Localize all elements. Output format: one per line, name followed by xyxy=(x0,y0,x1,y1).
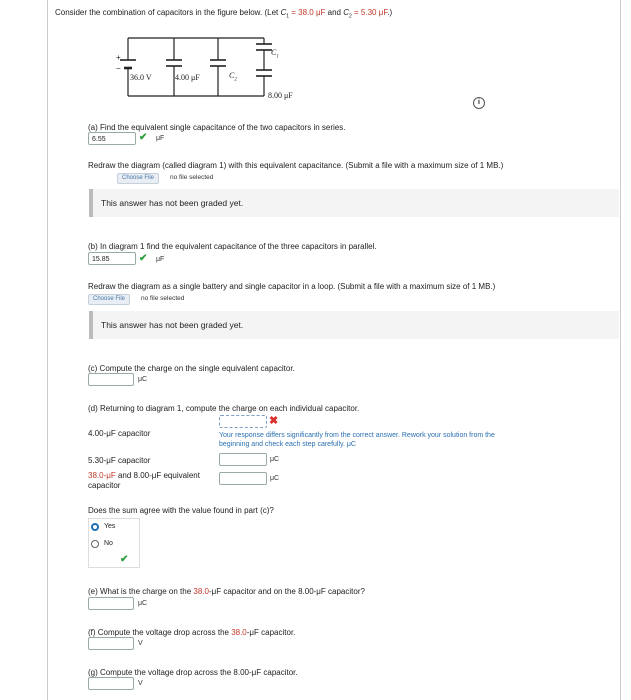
part-b-prompt: (b) In diagram 1 find the equivalent capacitance of the three capacitors in parallel. xyxy=(88,242,377,251)
part-b-file-status: no file selected xyxy=(141,295,185,302)
radio-no-label: No xyxy=(104,540,113,547)
part-f-prompt: (f) Compute the voltage drop across the 38.0-μF capacitor. xyxy=(88,628,296,637)
part-d-row2-label: 5.30-μF capacitor xyxy=(88,456,151,465)
question-text: Consider the combination of capacitors in the figure below. (Let $C_1 = 38.0$ μF and $C_2 = 5.30$ μF.) xyxy=(55,8,393,20)
cap-8uf-label: 8.00 μF xyxy=(268,91,293,100)
part-a-unit: μF xyxy=(156,135,165,142)
part-b-choose-file-button[interactable]: Choose File xyxy=(88,294,130,305)
part-d-row2-answer-field[interactable] xyxy=(219,453,267,466)
part-c-unit: μC xyxy=(138,376,148,383)
part-e-unit: μC xyxy=(138,600,148,607)
part-c-answer-field[interactable] xyxy=(88,373,134,386)
part-a-graded-notice: This answer has not been graded yet. xyxy=(89,189,619,217)
part-g-answer-field[interactable] xyxy=(88,677,134,690)
incorrect-x-icon: ✖ xyxy=(269,415,279,427)
correct-check-icon: ✔ xyxy=(120,554,129,565)
part-a-prompt: (a) Find the equivalent single capacitance of the two capacitors in series. xyxy=(88,123,346,132)
capacitor-icon xyxy=(166,44,272,76)
info-icon[interactable]: i xyxy=(473,97,485,109)
part-g-unit: V xyxy=(138,680,143,687)
radio-yes[interactable] xyxy=(91,523,99,531)
radio-yes-label: Yes xyxy=(104,523,116,530)
part-c-prompt: (c) Compute the charge on the single equivalent capacitor. xyxy=(88,364,295,373)
part-a-choose-file-button[interactable]: Choose File xyxy=(117,173,159,184)
cap-c1-label: $C_1$ xyxy=(271,48,279,60)
part-g-prompt: (g) Compute the voltage drop across the 8.00-μF capacitor. xyxy=(88,668,298,677)
part-d-row1-answer-field[interactable] xyxy=(219,415,267,428)
correct-check-icon: ✔ xyxy=(139,253,148,264)
part-d-row3-answer-field[interactable] xyxy=(219,472,267,485)
part-d-row1-label: 4.00-μF capacitor xyxy=(88,429,151,438)
cap-c2-label: $C_2$ xyxy=(229,71,237,83)
radio-no[interactable] xyxy=(91,540,99,548)
part-b-redraw-text: Redraw the diagram as a single battery and single capacitor in a loop. (Submit a file with a maximum size of 1 MB.) xyxy=(88,282,496,291)
correct-check-icon: ✔ xyxy=(139,132,148,143)
cap-4uf-label: 4.00 μF xyxy=(175,73,200,82)
part-a-answer-field[interactable]: 6.55 xyxy=(88,132,136,145)
part-f-answer-field[interactable] xyxy=(88,637,134,650)
battery-label: 36.0 V xyxy=(130,73,152,82)
part-f-unit: V xyxy=(138,640,143,647)
part-a-redraw-text: Redraw the diagram (called diagram 1) with this equivalent capacitance. (Submit a file with a maximum size of 1 MB.) xyxy=(88,161,504,170)
part-d-sum-prompt: Does the sum agree with the value found in part (c)? xyxy=(88,506,274,515)
part-b-answer-field[interactable]: 15.85 xyxy=(88,252,136,265)
part-d-prompt: (d) Returning to diagram 1, compute the charge on each individual capacitor. xyxy=(88,404,360,413)
battery-minus-sign: − xyxy=(116,64,121,73)
part-e-prompt: (e) What is the charge on the 38.0-μF capacitor and on the 8.00-μF capacitor? xyxy=(88,587,365,596)
part-d-row3-unit: μC xyxy=(270,475,280,482)
battery-icon xyxy=(120,60,136,68)
part-b-unit: μF xyxy=(156,256,165,263)
part-d-row1-feedback: Your response differs significantly from the correct answer. Rework your solution from the beginning and check each step carefully. μC xyxy=(219,432,495,448)
part-a-file-status: no file selected xyxy=(170,174,214,181)
part-b-graded-notice: This answer has not been graded yet. xyxy=(89,311,619,339)
part-d-row2-unit: μC xyxy=(270,456,280,463)
battery-plus-sign: + xyxy=(116,53,121,62)
part-d-row3-label: 38.0-μF and 8.00-μF equivalent capacitor xyxy=(88,471,200,490)
part-e-answer-field[interactable] xyxy=(88,597,134,610)
